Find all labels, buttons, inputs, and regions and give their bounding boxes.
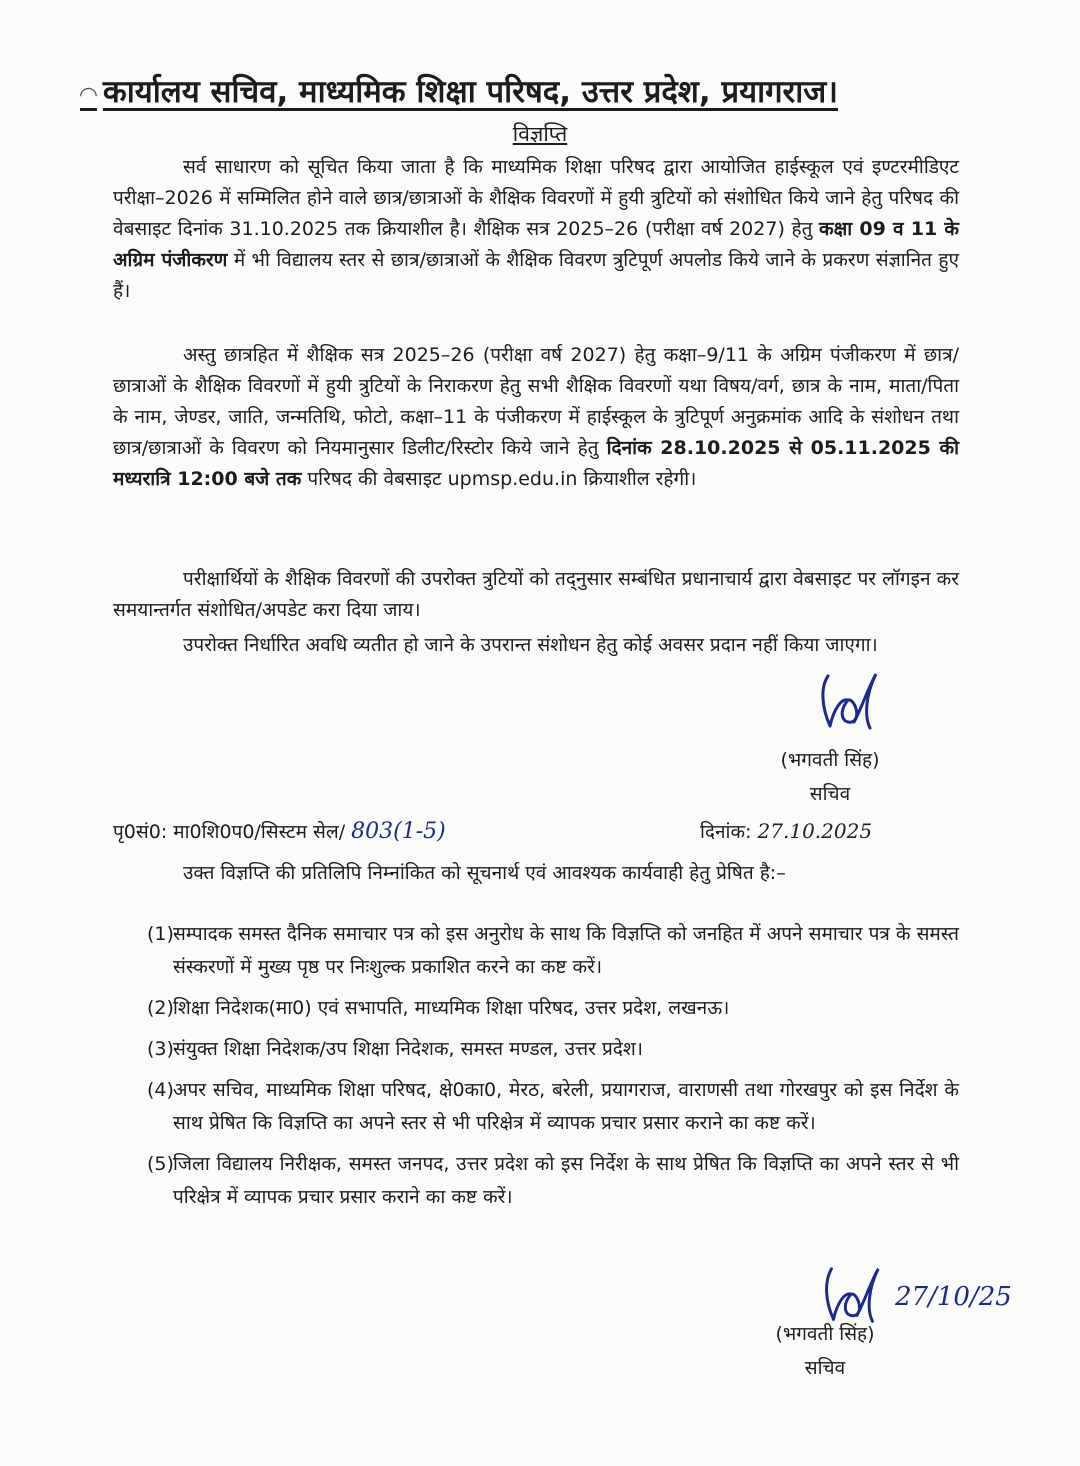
header-mark-icon: ◠ [80,83,97,108]
list-item [113,1033,959,1066]
list-item-number: (5) [147,1153,174,1175]
signature-1-image [808,668,888,738]
reference-handwritten-number: 803(1-5) [351,819,446,844]
reference-label: पृ0सं0: मा0शि0प0/सिस्टम सेल/ [113,821,346,843]
signature-2-name: (भगवती सिंह) [775,1323,875,1345]
paragraph-3 [113,564,959,626]
paragraph-4-text: उपरोक्त निर्धारित अवधि व्यतीत हो जाने के उपरान्त संशोधन हेतु कोई अवसर प्रदान नहीं किया जाएगा। [183,634,878,656]
paragraph-2-bold: दिनांक 28.10.2025 से 05.11.2025 की मध्यरात्रि 12:00 बजे तक [113,437,959,490]
reference-date [700,818,872,844]
paragraph-2 [113,340,959,495]
list-item-number: (1) [147,923,174,945]
paragraph-3-text: परीक्षार्थियों के शैक्षिक विवरणों की उपरोक्त त्रुटियों को तद्नुसार सम्बंधित प्रधानाचार्य द्वारा वेबसाइट पर लॉगइन कर समयान्तर्गत संशोधित/अपडेट करा दिया जाय। [113,568,959,621]
list-item-text: शिक्षा निदेशक(मा0) एवं सभापति, माध्यमिक शिक्षा परिषद, उत्तर प्रदेश, लखनऊ। [173,997,730,1019]
list-item-number: (3) [147,1038,174,1060]
signature-2-date: 27/10/25 [895,1282,1012,1312]
list-item-text: जिला विद्यालय निरीक्षक, समस्त जनपद, उत्तर प्रदेश को इस निर्देश के साथ प्रेषित कि विज्ञप्ति का अपने स्तर से भी परिक्षेत्र में व्यापक प्रचार प्रसार कराने का कष्ट करें। [173,1153,959,1208]
paragraph-1-text-a: सर्व साधारण को सूचित किया जाता है कि माध्यमिक शिक्षा परिषद द्वारा आयोजित हाईस्कूल एवं इण्टरमीडिएट परीक्षा–2026 में सम्मिलित होने वाले छात्र/छात्राओं के शैक्षिक विवरणों में हुयी त्रुटियों को संशोधित किये जाने हेतु परिषद की वेबसाइट दिनांक 31.10.2025 तक क्रियाशील है। शैक्षिक सत्र 2025–26 (परीक्षा वर्ष 2027) हेतु [113,156,959,240]
paragraph-1 [113,152,959,307]
reference-number [113,818,446,844]
office-header [80,70,1020,112]
paragraph-4 [113,630,959,661]
list-item [113,918,959,984]
paragraph-1-text-b: में भी विद्यालय स्तर से छात्र/छात्राओं के शैक्षिक विवरण त्रुटिपूर्ण अपलोड किये जाने के प्रकरण संज्ञानित हुए हैं। [113,249,960,302]
date-handwritten: 27.10.2025 [757,819,873,843]
list-item-text: सम्पादक समस्त दैनिक समाचार पत्र को इस अनुरोध के साथ कि विज्ञप्ति को जनहित में अपने समाचार पत्र के समस्त संस्करणों में मुख्य पृष्ठ पर निःशुल्क प्रकाशित करने का कष्ट करें। [173,923,959,978]
office-title: कार्यालय सचिव, माध्यमिक शिक्षा परिषद, उत्तर प्रदेश, प्रयागराज। [102,74,839,110]
list-item [113,1148,959,1214]
list-item-number: (2) [147,997,174,1019]
recipient-list [113,918,959,1222]
signature-2-designation: सचिव [804,1357,846,1379]
date-label: दिनांक: [700,821,752,843]
notice-title: विज्ञप्ति [512,122,568,146]
list-item-number: (4) [147,1079,174,1101]
signature-1-designation: सचिव [809,783,851,805]
paragraph-1-bold: कक्षा 09 व 11 के अग्रिम पंजीकरण [113,218,959,271]
copy-intro [113,858,959,889]
copy-intro-text: उक्त विज्ञप्ति की प्रतिलिपि निम्नांकित को सूचनार्थ एवं आवश्यक कार्यवाही हेतु प्रेषित है:– [183,862,786,884]
signature-1-name: (भगवती सिंह) [780,749,880,771]
list-item-text: अपर सचिव, माध्यमिक शिक्षा परिषद, क्षे0का0, मेरठ, बरेली, प्रयागराज, वाराणसी तथा गोरखपुर को इस निर्देश के साथ प्रेषित कि विज्ञप्ति का अपने स्तर से भी परिक्षेत्र में व्यापक प्रचार प्रसार कराने का कष्ट करें। [173,1079,959,1134]
list-item [113,1074,959,1140]
paragraph-2-text-a: अस्तु छात्रहित में शैक्षिक सत्र 2025–26 (परीक्षा वर्ष 2027) हेतु कक्षा–9/11 के अग्रिम पंजीकरण में छात्र/छात्राओं के शैक्षिक विवरणों में हुयी त्रुटियों के निराकरण हेतु सभी शैक्षिक विवरणों यथा विषय/वर्ग, छात्र के नाम, माता/पिता के नाम, जेण्डर, जाति, जन्मतिथि, फोटो, कक्षा–11 के पंजीकरण में हाईस्कूल के त्रुटिपूर्ण अनुक्रमांक आदि के संशोधन तथा छात्र/छात्राओं के विवरण को नियमानुसार डिलीट/रिस्टोर किये जाने हेतु [113,344,959,459]
list-item-text: संयुक्त शिक्षा निदेशक/उप शिक्षा निदेशक, समस्त मण्डल, उत्तर प्रदेश। [173,1038,643,1060]
paragraph-2-text-b: परिषद की वेबसाइट upmsp.edu.in क्रियाशील रहेगी। [301,468,697,490]
list-item [113,992,959,1025]
